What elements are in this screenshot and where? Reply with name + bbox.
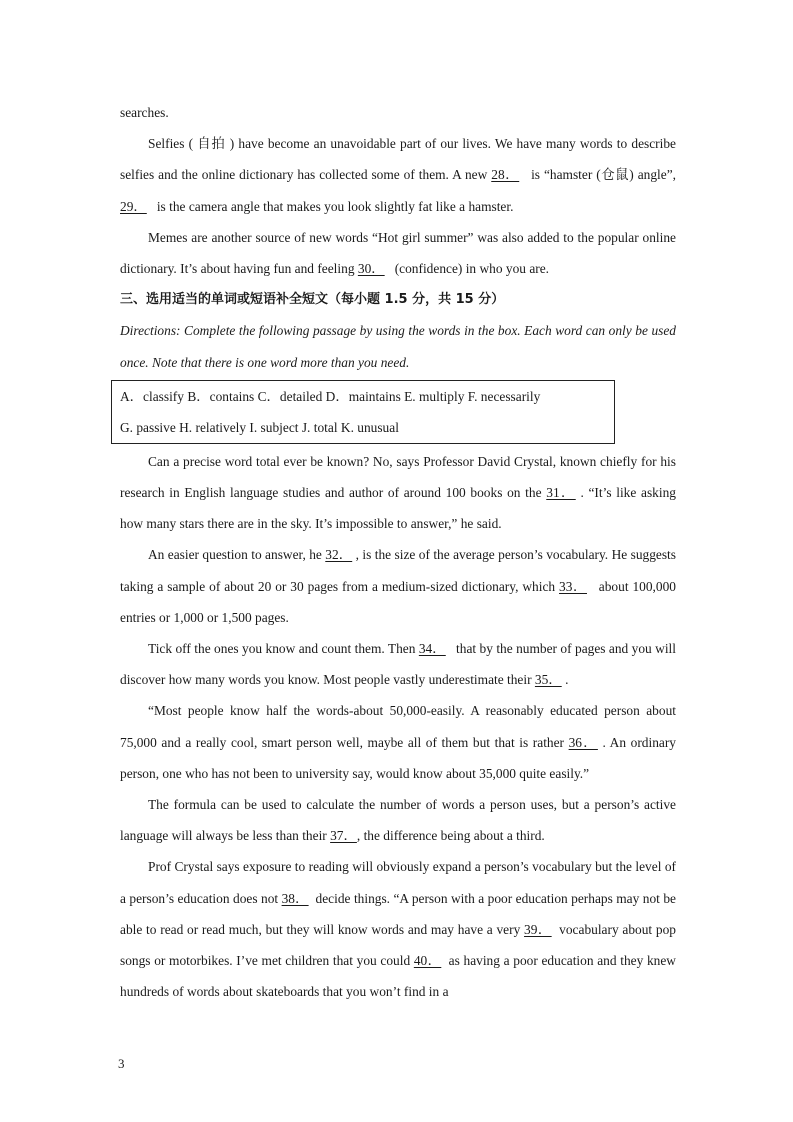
paragraph-exposure: Prof Crystal says exposure to reading will obviously expand a person’s vocabulary but the level of a person’s education does not 38． decide things. “A person with a poor education perhaps may not be able to read or read much, but they will know words and may have a very 39． vocabulary about pop songs or motorbikes. I’ve met children that you could 40． as having a poor education and they knew hundreds of words about skateboards that you won’t find in a	[120, 859, 676, 1000]
paragraph-most-people: “Most people know half the words-about 50,000-easily. A reasonably educated person about 75,000 and a really cool, smart person well, maybe all of them but that is rather 36． . An ordinary person, one who has not been to university say, would know about 35,000 quite easily.”	[120, 703, 676, 781]
word-box	[111, 380, 615, 444]
blank-38[interactable]: 38．	[281, 890, 309, 906]
page-number: 3	[118, 1056, 125, 1071]
blank-33[interactable]: 33．	[559, 578, 587, 594]
paragraph-tick-off: Tick off the ones you know and count them. Then 34． that by the number of pages and you will discover how many words you know. Most people vastly underestimate their 35． .	[120, 641, 676, 688]
word-box-line-2: G. passive H. relatively I. subject J. total K. unusual	[120, 419, 399, 435]
blank-40[interactable]: 40．	[413, 953, 442, 969]
blank-28[interactable]: 28．	[491, 167, 520, 183]
paragraph-easier-question: An easier question to answer, he 32． , is the size of the average person’s vocabulary. He suggests taking a sample of about 20 or 30 pages from a medium-sized dictionary, which 33． about 100,000 entries or 1,000 or 1,500 pages.	[120, 547, 676, 625]
blank-32[interactable]: 32．	[325, 547, 353, 563]
paragraph-searches: searches.	[120, 105, 169, 120]
blank-29[interactable]: 29．	[120, 198, 147, 214]
paragraph-memes: Memes are another source of new words “Hot girl summer” was also added to the popular online dictionary. It’s about having fun and feeling 30． (confidence) in who you are.	[120, 229, 676, 277]
paragraph-word-total: Can a precise word total ever be known? No, says Professor David Crystal, known chiefly for his research in English language studies and author of around 100 books on the 31． . “It’s like asking how many stars there are in the sky. It’s impossible to answer,” he said.	[120, 453, 676, 532]
blank-39[interactable]: 39．	[524, 921, 552, 937]
document-page	[120, 97, 676, 1007]
paragraph-formula: The formula can be used to calculate the number of words a person uses, but a person’s active language will always be less than their 37．, the difference being about a third.	[120, 797, 676, 844]
word-box-line-1: A．classify B．contains C．detailed D．maintains E. multiply F. necessarily	[120, 388, 541, 404]
blank-30[interactable]: 30．	[357, 261, 385, 277]
directions-text: Directions: Complete the following passage by using the words in the box. Each word can only be used once. Note that there is one word more than you need.	[120, 323, 676, 370]
blank-34[interactable]: 34．	[418, 641, 446, 657]
blank-36[interactable]: 36．	[568, 734, 598, 750]
blank-37[interactable]: 37．	[330, 828, 357, 844]
paragraph-selfies: Selfies ( 自拍 ) have become an unavoidable part of our lives. We have many words to describe selfies and the online dictionary has collected some of them. A new 28． is “hamster (仓鼠) angle”, 29． is the camera angle that makes you look slightly fat like a hamster.	[120, 136, 676, 214]
blank-31[interactable]: 31．	[546, 485, 576, 501]
blank-35[interactable]: 35．	[534, 672, 562, 688]
section-heading: 三、选用适当的单词或短语补全短文（每小题 1.5 分，共 15 分）	[120, 292, 505, 308]
